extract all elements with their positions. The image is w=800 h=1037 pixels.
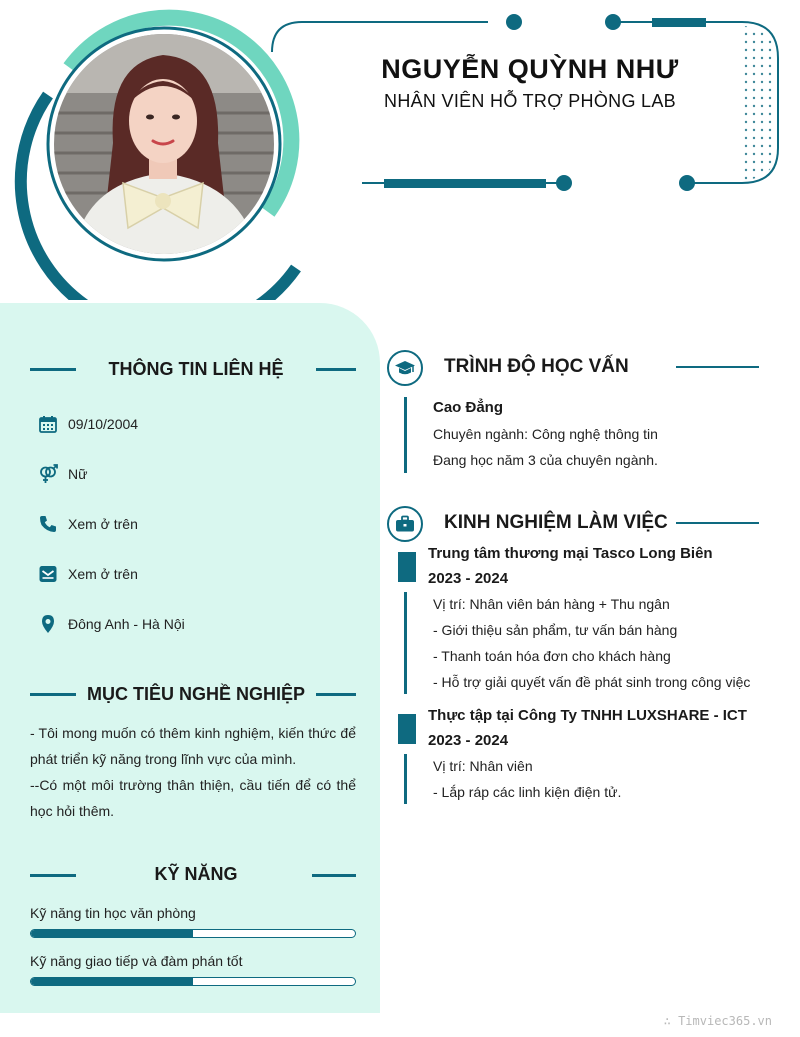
calendar-icon: [38, 414, 58, 434]
contact-phone: [38, 513, 138, 535]
candidate-name: NGUYỄN QUỲNH NHƯ: [381, 54, 679, 84]
contact-email: [38, 563, 138, 585]
job-period: 2023 - 2024: [428, 570, 509, 587]
objective-line: - Tôi mong muốn có thêm kinh nghiệm, kiến thức để phát triển kỹ năng trong lĩnh vực của mình.: [30, 725, 356, 767]
job-title: NHÂN VIÊN HỖ TRỢ PHÒNG LAB: [384, 91, 676, 111]
objective-text: [30, 720, 356, 824]
education-major: Chuyên ngành: Công nghệ thông tin: [433, 426, 658, 442]
avatar: [53, 33, 275, 255]
skill-bar: [30, 929, 356, 938]
objective-title: MỤC TIÊU NGHỀ NGHIỆP: [86, 684, 305, 704]
education-line: [404, 397, 407, 473]
job-line: [404, 754, 407, 804]
gender-icon: [38, 464, 58, 484]
education-degree: Cao Đẳng: [433, 399, 504, 416]
phone-icon: [38, 514, 58, 534]
section-line: [676, 366, 759, 368]
job-marker: [398, 714, 416, 744]
contact-title: THÔNG TIN LIÊN HỆ: [108, 359, 284, 379]
skill-fill: [31, 930, 193, 937]
contact-address: [38, 613, 185, 635]
graduation-cap-icon: [394, 359, 416, 377]
contact-gender: [38, 463, 87, 485]
skill-bar: [30, 977, 356, 986]
skill-label: Kỹ năng giao tiếp và đàm phán tốt: [30, 953, 243, 969]
section-line: [30, 693, 76, 696]
watermark: ∴ Timviec365.vn: [663, 1014, 772, 1028]
job-detail: - Lắp ráp các linh kiện điện tử.: [433, 784, 622, 800]
experience-title: KINH NGHIỆM LÀM VIỆC: [444, 512, 668, 533]
job-detail: - Hỗ trợ giải quyết vấn đề phát sinh trong công việc: [433, 674, 751, 690]
skill-label: Kỹ năng tin học văn phòng: [30, 905, 196, 921]
job-company: Thực tập tại Công Ty TNHH LUXSHARE - ICT: [428, 707, 747, 724]
experience-icon-circle: [387, 506, 423, 542]
email-icon: [38, 564, 58, 584]
skill-fill: [31, 978, 193, 985]
job-company: Trung tâm thương mại Tasco Long Biên: [428, 545, 713, 562]
job-period: 2023 - 2024: [428, 732, 509, 749]
job-detail: Vị trí: Nhân viên bán hàng + Thu ngân: [433, 596, 670, 612]
section-line: [316, 693, 356, 696]
contact-value: Đông Anh - Hà Nội: [68, 616, 185, 632]
contact-birthday: [38, 413, 138, 435]
section-line: [676, 522, 759, 524]
education-status: Đang học năm 3 của chuyên ngành.: [433, 452, 658, 468]
section-line: [30, 368, 76, 371]
section-line: [30, 874, 76, 877]
job-detail: Vị trí: Nhân viên: [433, 758, 533, 774]
contact-value: 09/10/2004: [68, 416, 139, 432]
section-line: [316, 368, 356, 371]
objective-line: --Có một môi trường thân thiện, cầu tiến để có thể học hỏi thêm.: [30, 777, 356, 819]
education-title: TRÌNH ĐỘ HỌC VẤN: [444, 356, 629, 377]
job-detail: - Thanh toán hóa đơn cho khách hàng: [433, 648, 671, 664]
skills-title: KỸ NĂNG: [154, 864, 238, 884]
location-icon: [38, 614, 58, 634]
job-line: [404, 592, 407, 694]
briefcase-icon: [395, 515, 415, 533]
job-detail: - Giới thiệu sản phẩm, tư vấn bán hàng: [433, 622, 678, 638]
contact-value: Nữ: [68, 466, 88, 482]
job-marker: [398, 552, 416, 582]
contact-value: Xem ở trên: [68, 566, 138, 582]
contact-value: Xem ở trên: [68, 516, 138, 532]
education-icon-circle: [387, 350, 423, 386]
section-line: [312, 874, 356, 877]
